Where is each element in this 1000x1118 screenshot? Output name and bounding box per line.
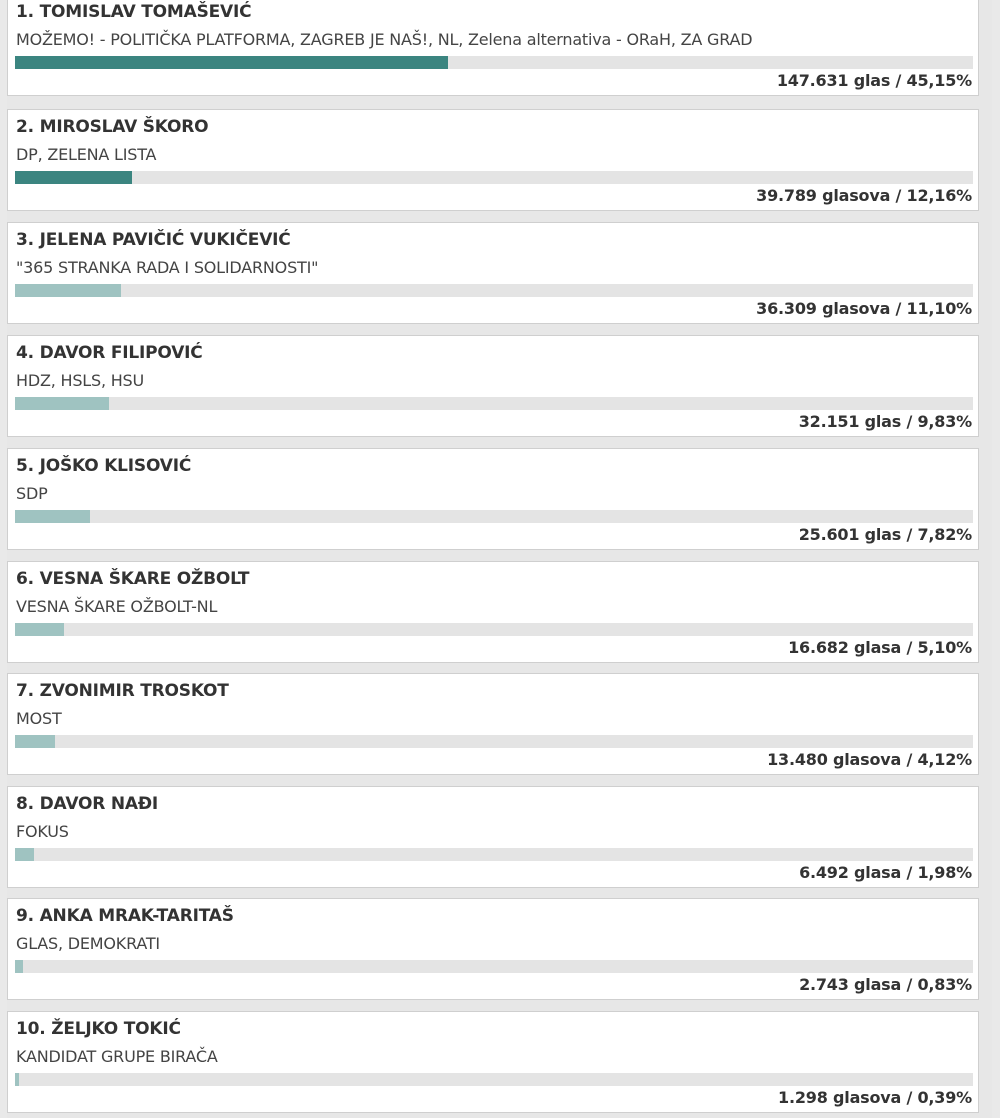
candidate-name: 10. ŽELJKO TOKIĆ xyxy=(16,1019,181,1039)
vote-bar-fill xyxy=(15,56,448,69)
vote-bar-fill xyxy=(15,623,64,636)
vote-bar-fill xyxy=(15,171,132,184)
vote-bar-fill xyxy=(15,284,121,297)
vote-bar-track xyxy=(15,735,973,748)
vote-bar-track xyxy=(15,960,973,973)
vote-result: 2.743 glasa / 0,83% xyxy=(799,975,972,994)
candidate-name: 1. TOMISLAV TOMAŠEVIĆ xyxy=(16,2,252,22)
vote-bar-track xyxy=(15,848,973,861)
candidate-card xyxy=(7,0,979,96)
candidate-card xyxy=(7,673,979,775)
vote-bar-track xyxy=(15,56,973,69)
right-gutter xyxy=(992,0,1000,1118)
candidate-party: MOST xyxy=(16,709,62,728)
vote-result: 39.789 glasova / 12,16% xyxy=(756,186,972,205)
vote-bar-track xyxy=(15,1073,973,1086)
vote-result: 16.682 glasa / 5,10% xyxy=(788,638,972,657)
candidate-card xyxy=(7,561,979,663)
candidate-card xyxy=(7,448,979,550)
vote-bar-track xyxy=(15,397,973,410)
vote-result: 6.492 glasa / 1,98% xyxy=(799,863,972,882)
candidate-card xyxy=(7,898,979,1000)
vote-bar-track xyxy=(15,284,973,297)
candidate-party: GLAS, DEMOKRATI xyxy=(16,934,160,953)
candidate-name: 6. VESNA ŠKARE OŽBOLT xyxy=(16,569,250,589)
left-gutter xyxy=(0,0,7,1118)
candidate-name: 4. DAVOR FILIPOVIĆ xyxy=(16,343,203,363)
candidate-party: MOŽEMO! - POLITIČKA PLATFORMA, ZAGREB JE NAŠ!, NL, Zelena alternativa - ORaH, ZA GRAD xyxy=(16,30,753,49)
candidate-party: KANDIDAT GRUPE BIRAČA xyxy=(16,1047,218,1066)
candidate-party: HDZ, HSLS, HSU xyxy=(16,371,145,390)
candidate-card xyxy=(7,335,979,437)
vote-result: 13.480 glasova / 4,12% xyxy=(767,750,972,769)
candidate-name: 3. JELENA PAVIČIĆ VUKIČEVIĆ xyxy=(16,230,291,250)
vote-result: 25.601 glas / 7,82% xyxy=(798,525,972,544)
candidate-card xyxy=(7,109,979,211)
vote-bar-track xyxy=(15,623,973,636)
vote-bar-fill xyxy=(15,397,109,410)
vote-result: 32.151 glas / 9,83% xyxy=(798,412,972,431)
vote-result: 147.631 glas / 45,15% xyxy=(776,71,972,90)
candidate-party: "365 STRANKA RADA I SOLIDARNOSTI" xyxy=(16,258,319,277)
vote-bar-track xyxy=(15,510,973,523)
vote-bar-fill xyxy=(15,848,34,861)
candidate-card xyxy=(7,222,979,324)
candidate-party: SDP xyxy=(16,484,48,503)
candidate-name: 2. MIROSLAV ŠKORO xyxy=(16,117,209,137)
candidate-party: FOKUS xyxy=(16,822,69,841)
vote-result: 1.298 glasova / 0,39% xyxy=(778,1088,972,1107)
vote-bar-fill xyxy=(15,510,90,523)
candidate-name: 8. DAVOR NAĐI xyxy=(16,794,158,814)
candidate-name: 7. ZVONIMIR TROSKOT xyxy=(16,681,229,701)
vote-bar-fill xyxy=(15,960,23,973)
candidate-name: 9. ANKA MRAK-TARITAŠ xyxy=(16,906,234,926)
candidate-name: 5. JOŠKO KLISOVIĆ xyxy=(16,456,192,476)
candidate-party: DP, ZELENA LISTA xyxy=(16,145,157,164)
vote-bar-fill xyxy=(15,1073,19,1086)
candidate-card xyxy=(7,786,979,888)
candidate-party: VESNA ŠKARE OŽBOLT-NL xyxy=(16,597,218,616)
vote-result: 36.309 glasova / 11,10% xyxy=(756,299,972,318)
candidate-card xyxy=(7,1011,979,1113)
vote-bar-track xyxy=(15,171,973,184)
vote-bar-fill xyxy=(15,735,55,748)
